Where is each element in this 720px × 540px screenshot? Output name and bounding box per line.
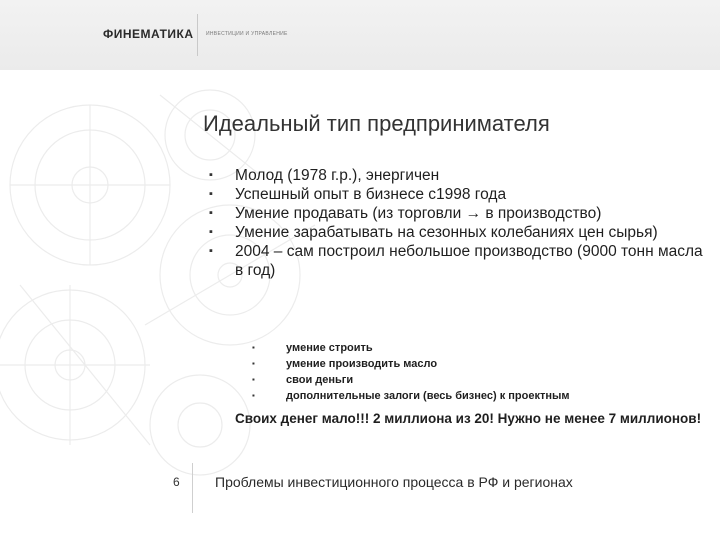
list-item: ▪ дополнительные залоги (весь бизнес) к проектным <box>252 390 570 402</box>
bullet-marker: ▪ <box>252 375 255 384</box>
list-item: ▪ Успешный опыт в бизнесе с1998 года <box>209 186 507 203</box>
list-item: ▪ умение производить масло <box>252 358 438 370</box>
footer-divider <box>192 463 193 513</box>
main-bullet-list <box>208 166 713 280</box>
list-item: ▪ свои деньги <box>252 374 354 386</box>
bullet-marker: ▪ <box>252 359 255 368</box>
sub-bullet-list <box>252 340 692 404</box>
summary-note: Своих денег мало!!! 2 миллиона из 20! Нужно не менее 7 миллионов! <box>235 411 702 426</box>
list-item: ▪ Умение продавать (из торговли → в производство) <box>209 205 602 222</box>
footer-caption: Проблемы инвестиционного процесса в РФ и регионах <box>215 474 573 490</box>
slide-title: Идеальный тип предпринимателя <box>203 111 550 136</box>
bullet-marker: ▪ <box>209 207 213 219</box>
list-item: ▪ умение строить <box>252 342 373 354</box>
company-tagline: ИНВЕСТИЦИИ И УПРАВЛЕНИЕ <box>206 31 288 37</box>
bullet-marker: ▪ <box>209 226 213 238</box>
page-number: 6 <box>173 475 180 489</box>
bullet-marker: ▪ <box>252 343 255 352</box>
bullet-marker: ▪ <box>209 188 213 200</box>
list-item: ▪ Молод (1978 г.р.), энергичен <box>209 167 440 184</box>
list-item: ▪ 2004 – сам построил небольшое производство (9000 тонн масла в год) <box>209 243 703 279</box>
bullet-marker: ▪ <box>209 245 213 257</box>
company-logo: ФИНЕМАТИКА <box>103 27 194 41</box>
bullet-marker: ▪ <box>209 169 213 181</box>
list-item: ▪ Умение зарабатывать на сезонных колебаниях цен сырья) <box>209 224 658 241</box>
bullet-marker: ▪ <box>252 391 255 400</box>
logo-divider <box>197 14 198 56</box>
header-bar <box>0 0 720 70</box>
